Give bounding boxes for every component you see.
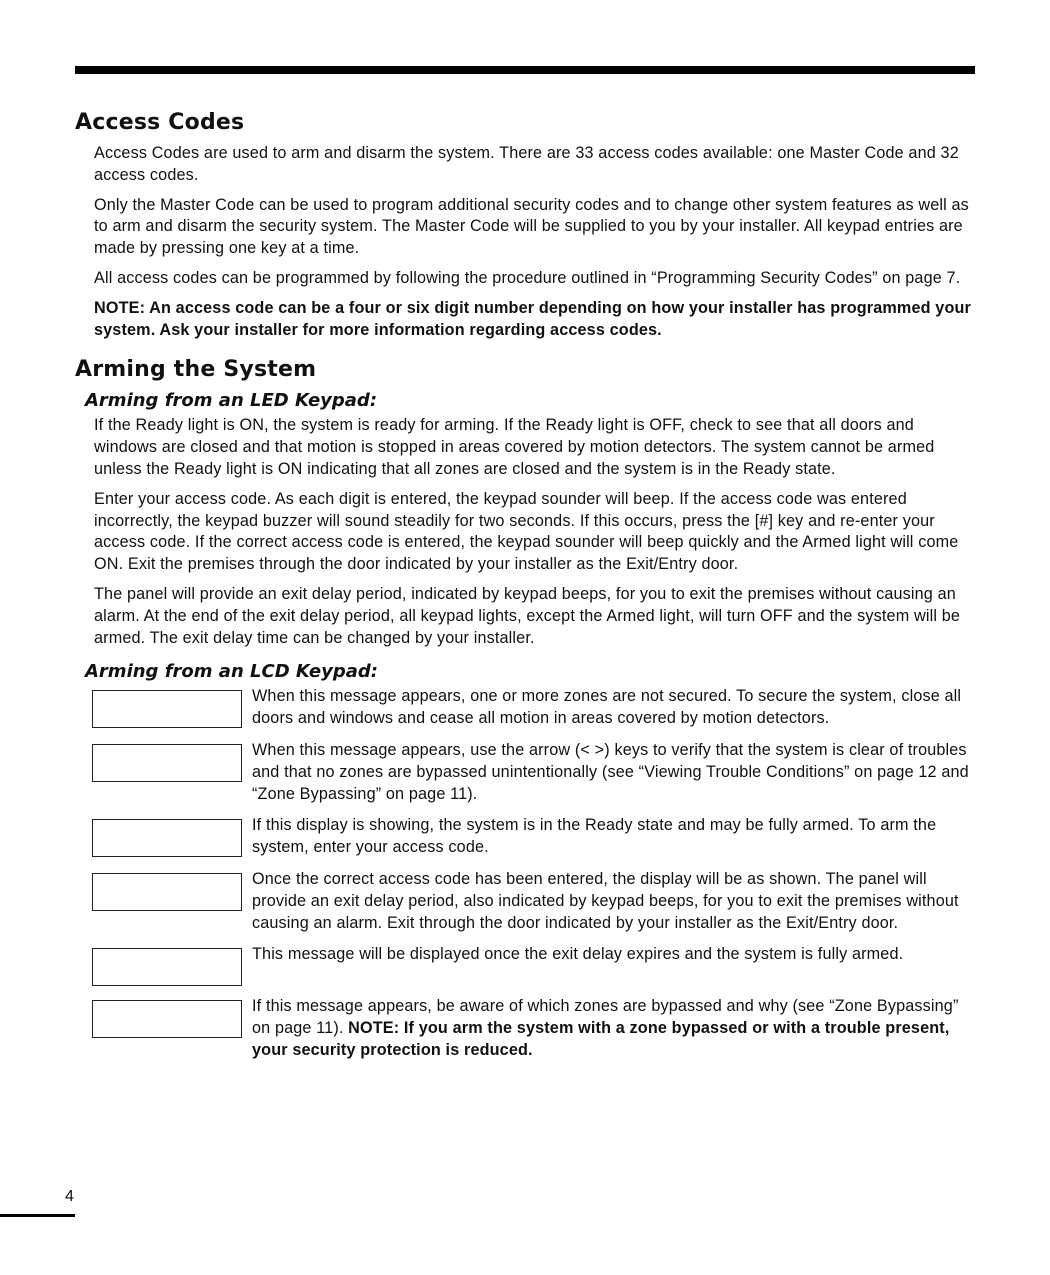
access-codes-note: NOTE: An access code can be a four or six digit number depending on how your installer has programmed your system. Ask your installer for more information regarding access codes. <box>94 298 971 339</box>
lcd-description-text: If this display is showing, the system is in the Ready state and may be fully armed. To arm the system, enter your access code. <box>252 816 937 857</box>
led-paragraph-1: If the Ready light is ON, the system is ready for arming. If the Ready light is OFF, check to see that all doors and windows are closed and that motion is stopped in areas covered by motion detectors. The system cannot be armed unless the Ready light is ON indicating that all zones are closed and the system is in the Ready state. <box>94 416 935 478</box>
page-content <box>75 110 975 1072</box>
lcd-message-row <box>92 944 975 986</box>
lcd-description <box>252 869 975 934</box>
access-codes-paragraph-3: All access codes can be programmed by following the procedure outlined in “Programming Security Codes” on page 7. <box>94 268 961 287</box>
lcd-description-text: When this message appears, one or more zones are not secured. To secure the system, close all doors and windows and cease all motion in areas covered by motion detectors. <box>252 687 962 728</box>
access-codes-paragraph-2: Only the Master Code can be used to program additional security codes and to change other system features as well as to arm and disarm the security system. The Master Code will be supplied to you by your installer. All keypad entries are made by pressing one key at a time. <box>94 195 969 258</box>
lcd-message-row <box>92 740 975 805</box>
access-codes-heading: Access Codes <box>75 110 245 135</box>
lcd-description-text: If this message appears, be aware of which zones are bypassed and why (see “Zone Bypassing” on page 11). <box>252 997 959 1038</box>
led-paragraph-2: Enter your access code. As each digit is entered, the keypad sounder will beep. If the access code was entered incorrectly, the keypad buzzer will sound steadily for two seconds. If this occurs, press the [#] key and re-enter your access code. If the correct access code is entered, the keypad sounder will beep quickly and the Armed light will come ON. Exit the premises through the door indicated by your installer as the Exit/Entry door. <box>94 489 959 574</box>
lcd-keypad-heading: Arming from an LCD Keypad: <box>85 661 378 683</box>
lcd-description <box>252 944 975 986</box>
arming-heading: Arming the System <box>75 357 317 383</box>
lcd-display <box>92 948 242 986</box>
page-number: 4 <box>65 1188 74 1205</box>
lcd-display <box>92 744 242 782</box>
lcd-display <box>92 873 242 911</box>
lcd-description <box>252 740 975 805</box>
lcd-display <box>92 819 242 857</box>
lcd-description-text: When this message appears, use the arrow (< >) keys to verify that the system is clear of troubles and that no zones are bypassed unintentionally (see “Viewing Trouble Conditions” on page 12 and “Zone Bypassing” on page 11). <box>252 740 969 803</box>
bottom-rule <box>0 1214 75 1217</box>
lcd-description-note: NOTE: If you arm the system with a zone bypassed or with a trouble present, your security protection is reduced. <box>252 1019 950 1059</box>
lcd-display <box>92 1000 242 1038</box>
led-keypad-heading: Arming from an LED Keypad: <box>85 390 378 412</box>
top-rule <box>75 66 975 74</box>
lcd-message-row <box>92 686 975 730</box>
lcd-description-text: This message will be displayed once the exit delay expires and the system is fully armed. <box>252 945 904 964</box>
arming-section <box>75 357 975 1061</box>
access-codes-section <box>75 110 975 341</box>
lcd-display <box>92 690 242 728</box>
lcd-description <box>252 686 975 730</box>
led-paragraph-3: The panel will provide an exit delay period, indicated by keypad beeps, for you to exit the premises without causing an alarm. At the end of the exit delay period, all keypad lights, except the Armed light, will turn OFF and the system will be armed. The exit delay time can be changed by your installer. <box>94 584 961 647</box>
lcd-description <box>252 815 975 859</box>
lcd-message-row <box>92 815 975 859</box>
lcd-message-row <box>92 996 975 1061</box>
access-codes-paragraph-1: Access Codes are used to arm and disarm the system. There are 33 access codes available: one Master Code and 32 access codes. <box>94 144 959 184</box>
lcd-description-text: Once the correct access code has been entered, the display will be as shown. The panel will provide an exit delay period, also indicated by keypad beeps, for you to exit the premises without causing an alarm. Exit through the door indicated by your installer as the Exit/Entry door. <box>252 869 959 932</box>
lcd-description <box>252 996 975 1061</box>
lcd-message-row <box>92 869 975 934</box>
